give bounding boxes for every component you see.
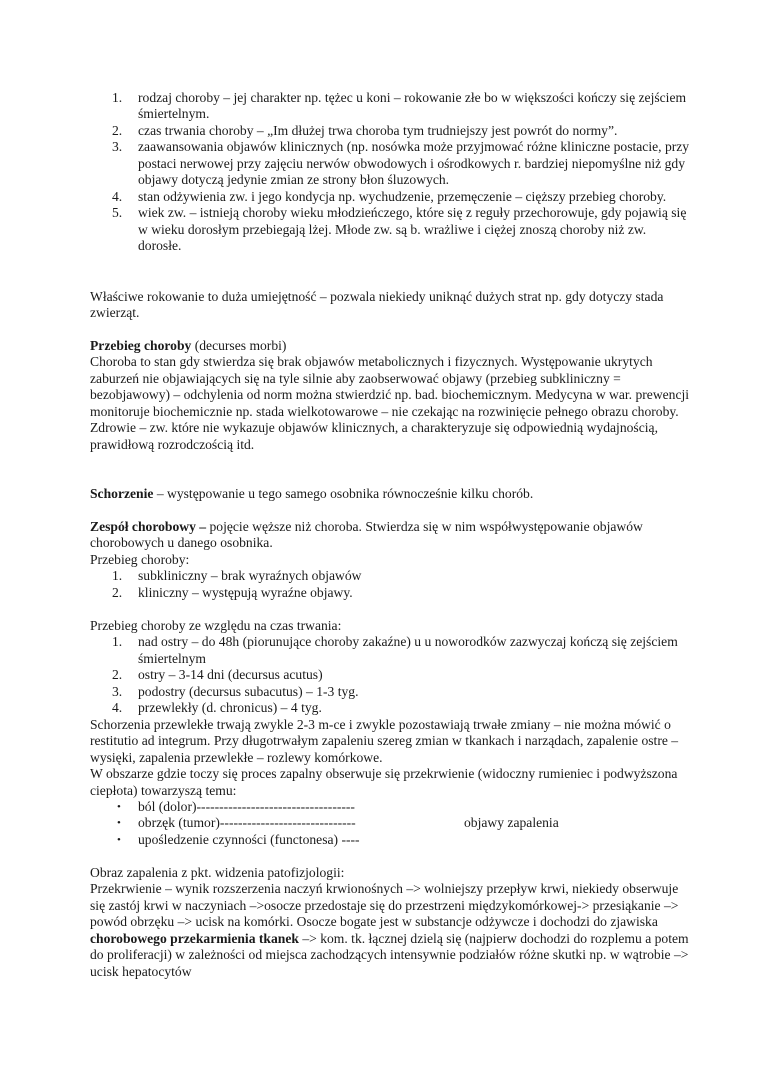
- list-text: podostry (decursus subacutus) – 1-3 tyg.: [138, 683, 359, 699]
- text-part: Przekrwienie – wynik rozszerzenia naczyń krwionośnych –> wolniejszy przepływ krwi, niekiedy obserwuje się zastój krwi w naczyniach –>osocze przedostaje się do przestrzeni międzykomórkowej-> przesiąkanie –> powód obrzęku –> ucisk na komórki. Osocze bogate jest w substancje odżywcze i dochodzi do zjawiska: [90, 881, 679, 930]
- course-type-list: [90, 568, 690, 601]
- list-text: ostry – 3-14 dni (decursus acutus): [138, 667, 323, 683]
- list-item: [90, 568, 690, 584]
- paragraph: [90, 881, 690, 980]
- list-text: czas trwania choroby – „Im dłużej trwa choroba tym trudniejszy jest powrót do normy”.: [138, 122, 618, 138]
- proper-prognosis-paragraph: Właściwe rokowanie to duża umiejętność – pozwala niekiedy uniknąć dużych strat np. gdy dotyczy stada zwierząt.: [90, 289, 664, 321]
- bullet-icon: •: [117, 817, 121, 830]
- inflammation-symptoms-list: [90, 799, 690, 848]
- disease-course-section: [90, 338, 690, 453]
- list-text: stan odżywienia zw. i jego kondycja np. wychudzenie, przemęczenie – cięższy przebieg choroby.: [138, 188, 667, 204]
- paragraph: W obszarze gdzie toczy się proces zapalny obserwuje się przekrwienie (widoczny rumieniec i podwyższona ciepłota) towarzyszą temu:: [90, 766, 678, 798]
- bullet-icon: •: [117, 833, 121, 846]
- paragraph: Zdrowie – zw. które nie wykazuje objawów klinicznych, a charakteryzuje się odpowiednią wydajnością, prawidłową rozrodczością itd.: [90, 420, 658, 452]
- side-note: objawy zapalenia: [464, 815, 559, 831]
- duration-section: [90, 618, 690, 799]
- list-item: [90, 684, 690, 700]
- list-number: 2.: [112, 122, 123, 138]
- list-item: [90, 700, 690, 716]
- list-text: rodzaj choroby – jej charakter np. tężec u koni – rokowanie złe bo w większości kończy się zejściem śmiertelnym.: [138, 90, 687, 122]
- list-text: przewlekły (d. chronicus) – 4 tyg.: [138, 700, 322, 716]
- list-item: [90, 815, 690, 831]
- list-item: [90, 585, 690, 601]
- definition: pojęcie węższe niż choroba. Stwierdza się w nim współwystępowanie objawów chorobowych u danego osobnika.: [90, 519, 643, 551]
- term: Zespół chorobowy –: [90, 519, 207, 534]
- heading-latin: (decurses morbi): [191, 338, 287, 353]
- list-text: ból (dolor)-----------------------------------: [138, 799, 355, 814]
- list-number: 3.: [112, 139, 123, 155]
- list-label: Przebieg choroby:: [90, 551, 190, 567]
- list-item: [90, 634, 690, 667]
- list-text: kliniczny – występują wyraźne objawy.: [138, 584, 353, 600]
- definition: – występowanie u tego samego osobnika równocześnie kilku chorób.: [153, 486, 534, 501]
- list-label: Przebieg choroby ze względu na czas trwania:: [90, 618, 342, 633]
- list-item: [90, 90, 690, 123]
- list-text: wiek zw. – istnieją choroby wieku młodzieńczego, które się z reguły przechorowuje, gdy pojawią się w wieku dorosłym przebiegają lżej. Młode zw. są b. wrażliwe i ciężej znoszą choroby niż zw. dorosłe.: [138, 205, 687, 254]
- list-number: 3.: [112, 683, 123, 699]
- paragraph: [90, 519, 690, 552]
- bullet-icon: •: [117, 801, 121, 813]
- list-number: 2.: [112, 584, 123, 600]
- bold-term: chorobowego przekarmienia tkanek: [90, 930, 299, 946]
- list-number: 4.: [112, 700, 123, 716]
- list-number: 1.: [112, 634, 123, 650]
- list-label: Obraz zapalenia z pkt. widzenia patofizjologii:: [90, 865, 345, 880]
- text-part: –> kom. tk. łącznej dzielą się (najpierw dochodzi do rozplemu a potem do proliferacji) w zależności od miejsca zachodzących intensywnie podziałów różne skutki np. w wątrobie –> ucisk hepatocytów: [90, 930, 689, 979]
- pathophysiology-section: [90, 865, 690, 980]
- list-item: [90, 667, 690, 683]
- list-item: [90, 799, 690, 815]
- list-text: subkliniczny – brak wyraźnych objawów: [138, 568, 362, 584]
- term: Schorzenie: [90, 486, 154, 501]
- duration-list: [90, 634, 690, 716]
- list-number: 4.: [112, 188, 123, 204]
- list-number: 2.: [112, 667, 123, 683]
- list-item: [90, 205, 690, 254]
- list-number: 5.: [112, 205, 123, 221]
- list-text: zaawansowania objawów klinicznych (np. nosówka może przyjmować różne kliniczne postacie, przy postaci nerwowej przy zajęciu nerwów obwodowych i ośrodkowych r. bardziej niepomyślne niż gdy objawy dotyczą jedynie zmian ze strony błon śluzowych.: [138, 139, 690, 188]
- list-text: nad ostry – do 48h (piorunujące choroby zakaźne) u u noworodków zazwyczaj kończą się zejściem śmiertelnym: [138, 634, 678, 666]
- list-item: [90, 189, 690, 205]
- list-number: 1.: [112, 568, 123, 584]
- list-item: [90, 832, 690, 848]
- comorbidity-paragraph: [90, 486, 690, 502]
- list-number: 1.: [112, 90, 123, 105]
- list-text: upośledzenie czynności (functonesa) ----: [138, 831, 360, 847]
- paragraph: Choroba to stan gdy stwierdza się brak objawów metabolicznych i fizycznych. Występowanie ukrytych zaburzeń nie objawiających się na tyle silnie aby zaobserwować objawy (przebieg subkliniczny = bezobjawowy) – odchylenia od norm można stwierdzić np. bad. biochemicznym. Medycyna w war. prewencji monitoruje biochemicznie np. stada wielkotowarowe – nie czekając na rozwinięcie pełnego obrazu choroby.: [90, 354, 690, 419]
- section-heading: [90, 338, 690, 354]
- syndrome-section: [90, 519, 690, 601]
- list-text: obrzęk (tumor)------------------------------: [138, 815, 356, 831]
- list-item: [90, 123, 690, 139]
- prognosis-factors-list: [90, 90, 690, 255]
- heading-term: Przebieg choroby: [90, 338, 192, 353]
- list-item: [90, 139, 690, 188]
- paragraph: Schorzenia przewlekłe trwają zwykle 2-3 m-ce i zwykle pozostawiają trwałe zmiany – nie można mówić o restitutio ad integrum. Przy długotrwałym zapaleniu szereg zmian w tkankach i narządach, zapalenie ostre – wysięki, zapalenia przewlekłe – rozlewy komórkowe.: [90, 716, 679, 765]
